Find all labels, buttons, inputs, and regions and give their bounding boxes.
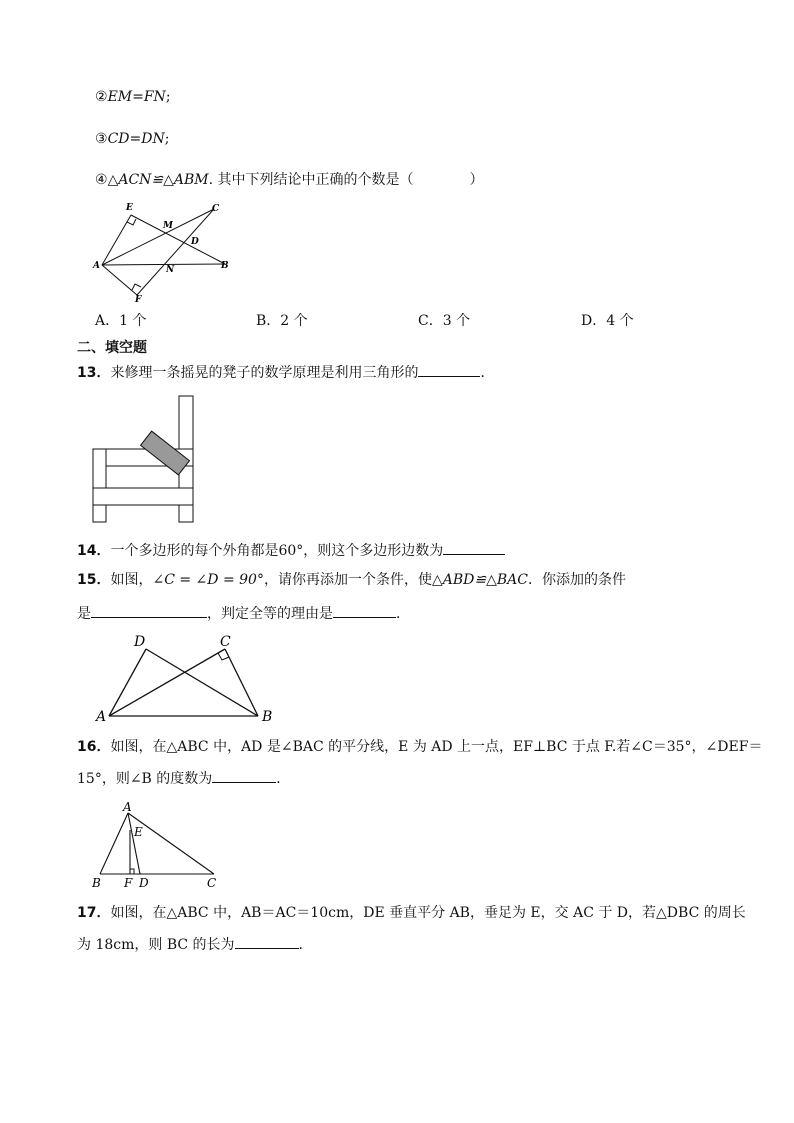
stool-bottom-rail	[93, 488, 193, 505]
segment-EB	[131, 215, 225, 264]
question-end: ．	[298, 937, 313, 953]
question-text: ．你添加的条件	[527, 572, 626, 588]
question-13	[77, 362, 494, 383]
label-M: M	[163, 221, 173, 231]
q15-figure	[92, 630, 282, 726]
question-text: ，判定全等的理由是	[207, 606, 333, 622]
question-number: 14．	[77, 543, 111, 559]
item-math: EM=FN	[107, 89, 166, 105]
label-B: B	[221, 261, 229, 271]
label-D: D	[134, 634, 146, 650]
question-text: 来修理一条摇晃的凳子的数学原理是利用三角形的	[110, 365, 419, 381]
question-17-line-2	[77, 934, 313, 955]
item-math: △ACN≌△ABM	[107, 172, 209, 188]
option-c[interactable]: C．3 个	[418, 313, 471, 329]
item-number: ③	[95, 131, 108, 147]
question-15-line-1	[77, 570, 626, 590]
answer-blank[interactable]	[418, 362, 480, 377]
question-text: 如图，在△ABC 中，AB＝AC＝10cm，DE 垂直平分 AB，垂足为 E，交 AC 于 D，若△DBC 的周长	[110, 905, 746, 921]
question-stem: . 其中下列结论中正确的个数是（ ）	[208, 172, 484, 188]
label-D: D	[191, 237, 199, 247]
segment-AC	[109, 649, 225, 716]
section-heading: 二、填空题	[77, 340, 147, 356]
question-text: 是	[77, 606, 91, 622]
segment-AB	[100, 813, 128, 874]
answer-blank[interactable]	[235, 934, 299, 949]
answer-blank-reason[interactable]	[333, 603, 396, 618]
question-text: 15°，则∠B 的度数为	[77, 771, 213, 787]
label-C: C	[212, 204, 220, 214]
right-angle-F	[130, 869, 134, 874]
segment-AF	[102, 265, 137, 295]
q12-item-3	[95, 129, 169, 149]
question-end: ．	[276, 771, 291, 787]
option-b[interactable]: B．2 个	[256, 313, 308, 329]
question-17-line-1	[77, 903, 746, 923]
question-number: 17．	[77, 905, 111, 921]
answer-blank[interactable]	[443, 540, 505, 555]
label-C: C	[220, 634, 231, 650]
label-D: D	[139, 876, 149, 890]
q12-item-4	[95, 170, 484, 190]
question-text: 一个多边形的每个外角都是60°，则这个多边形边数为	[110, 543, 444, 559]
item-number: ②	[95, 89, 108, 105]
label-B: B	[92, 876, 101, 890]
right-angle-F	[132, 284, 141, 290]
label-A: A	[123, 800, 132, 814]
label-N: N	[166, 265, 175, 275]
item-math: CD=DN	[107, 131, 165, 147]
question-16-line-2	[77, 768, 290, 789]
label-C: C	[207, 876, 217, 890]
question-15-line-2	[77, 603, 410, 624]
item-end: ;	[165, 89, 171, 105]
math-condition: ∠C = ∠D = 90°	[152, 572, 264, 588]
question-text: 如图，	[110, 572, 153, 588]
label-F: F	[124, 876, 133, 890]
segment-AC	[128, 813, 214, 874]
question-end: ．	[480, 365, 495, 381]
question-text: 为 18cm，则 BC 的长为	[77, 937, 235, 953]
question-text: 如图，在△ABC 中，AD 是∠BAC 的平分线，E 为 AD 上一点，EF⊥BC 于点 F.若∠C＝35°，∠DEF＝	[110, 739, 763, 755]
question-16-line-1	[77, 737, 762, 757]
q12-figure	[88, 198, 238, 304]
stool-front-leg	[93, 449, 106, 522]
answer-blank-condition[interactable]	[91, 603, 207, 618]
question-number: 15．	[77, 572, 111, 588]
question-14	[77, 540, 505, 561]
question-end: ．	[396, 606, 410, 622]
answer-blank[interactable]	[212, 768, 276, 783]
item-number: ④	[95, 172, 108, 188]
label-A: A	[93, 261, 100, 271]
math-congruence: △ABD≌△BAC	[431, 572, 528, 588]
option-d[interactable]: D．4 个	[581, 313, 634, 329]
question-number: 13．	[77, 365, 111, 381]
question-text: ，请你再添加一个条件，使	[263, 572, 432, 588]
option-a[interactable]: A．1 个	[95, 313, 147, 329]
item-end: ;	[164, 131, 170, 147]
label-E: E	[134, 825, 143, 839]
label-B: B	[262, 709, 273, 725]
label-E: E	[126, 203, 133, 213]
question-number: 16．	[77, 739, 111, 755]
q12-item-2	[95, 87, 171, 107]
label-F: F	[135, 295, 142, 304]
label-A: A	[96, 709, 107, 725]
q13-figure	[88, 392, 203, 526]
q16-figure	[88, 798, 228, 893]
